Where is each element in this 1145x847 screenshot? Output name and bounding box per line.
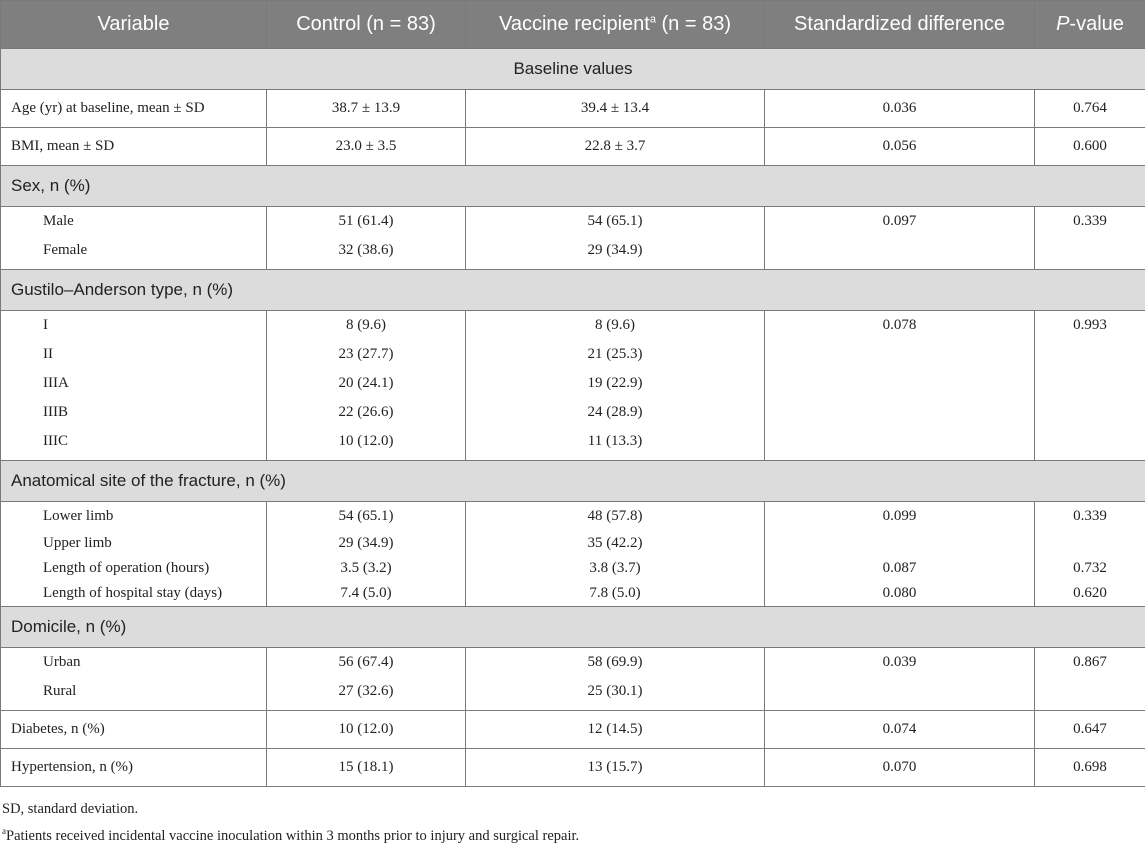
table-row-bmi	[1, 128, 1145, 166]
sex-group-label: Sex, n (%)	[1, 166, 1145, 207]
anatomical-labels	[1, 502, 267, 607]
gustilo-vaccine-value: 8 (9.6)	[466, 311, 764, 340]
diabetes-vaccine: 12 (14.5)	[466, 711, 765, 749]
sex-vaccine	[466, 207, 765, 270]
age-std-diff: 0.036	[765, 90, 1035, 128]
domicile-labels	[1, 648, 267, 711]
age-p-value: 0.764	[1035, 90, 1145, 128]
age-control: 38.7 ± 13.9	[267, 90, 466, 128]
table-row-diabetes	[1, 711, 1145, 749]
gustilo-vaccine-value: 11 (13.3)	[466, 427, 764, 456]
header-vaccine-footnote-mark: a	[650, 13, 656, 25]
sex-group-row	[1, 166, 1145, 207]
sex-std-diff-value: 0.097	[765, 207, 1034, 236]
table-header-row	[1, 1, 1145, 49]
gustilo-vaccine-value: 24 (28.9)	[466, 398, 764, 427]
header-vaccine-text: Vaccine recipient	[499, 13, 650, 35]
sex-control-value: 32 (38.6)	[267, 236, 465, 265]
gustilo-labels	[1, 311, 267, 461]
domicile-vaccine-value: 25 (30.1)	[466, 677, 764, 706]
domicile-vaccine-value: 58 (69.9)	[466, 648, 764, 677]
anatomical-vaccine-value: 7.8 (5.0)	[466, 581, 764, 606]
footnote-a-text: Patients received incidental vaccine inoculation within 3 months prior to injury and surgical repair.	[6, 828, 579, 844]
anatomical-p-value-value: 0.620	[1035, 581, 1145, 606]
anatomical-block	[1, 502, 1145, 607]
header-p-value	[1035, 1, 1145, 49]
sex-p-value-value: 0.339	[1035, 207, 1145, 236]
gustilo-group-label: Gustilo–Anderson type, n (%)	[1, 270, 1145, 311]
gustilo-control-value: 23 (27.7)	[267, 340, 465, 369]
gustilo-block	[1, 311, 1145, 461]
domicile-row-label: Rural	[43, 677, 266, 706]
bmi-control: 23.0 ± 3.5	[267, 128, 466, 166]
diabetes-p-value: 0.647	[1035, 711, 1145, 749]
gustilo-row-label: II	[43, 340, 266, 369]
bmi-label: BMI, mean ± SD	[1, 128, 267, 166]
header-p-italic: P	[1056, 13, 1069, 35]
sex-control	[267, 207, 466, 270]
gustilo-std-diff-value: 0.078	[765, 311, 1034, 340]
domicile-control-value: 27 (32.6)	[267, 677, 465, 706]
domicile-p-value-value: 0.867	[1035, 648, 1145, 677]
header-standardized-difference: Standardized difference	[765, 1, 1035, 49]
anatomical-std-diff-value: 0.087	[765, 556, 1034, 581]
hypertension-p-value: 0.698	[1035, 749, 1145, 787]
anatomical-p-value-value: 0.339	[1035, 502, 1145, 531]
sex-control-value: 51 (61.4)	[267, 207, 465, 236]
anatomical-control-value: 54 (65.1)	[267, 502, 465, 531]
domicile-group-row	[1, 607, 1145, 648]
gustilo-std-diff	[765, 311, 1035, 461]
sex-std-diff	[765, 207, 1035, 270]
gustilo-vaccine	[466, 311, 765, 461]
gustilo-vaccine-value: 19 (22.9)	[466, 369, 764, 398]
anatomical-p-value-value	[1035, 531, 1145, 556]
gustilo-control	[267, 311, 466, 461]
anatomical-p-value-value: 0.732	[1035, 556, 1145, 581]
diabetes-control: 10 (12.0)	[267, 711, 466, 749]
anatomical-row-label: Length of hospital stay (days)	[43, 581, 266, 606]
diabetes-std-diff: 0.074	[765, 711, 1035, 749]
bmi-p-value: 0.600	[1035, 128, 1145, 166]
header-vaccine	[466, 1, 765, 49]
domicile-vaccine	[466, 648, 765, 711]
anatomical-control-value: 3.5 (3.2)	[267, 556, 465, 581]
domicile-row-label: Urban	[43, 648, 266, 677]
anatomical-std-diff-value: 0.080	[765, 581, 1034, 606]
footnote-sd: SD, standard deviation.	[2, 798, 579, 820]
domicile-block	[1, 648, 1145, 711]
sex-row-label: Male	[43, 207, 266, 236]
baseline-values-row	[1, 49, 1145, 90]
anatomical-control-value: 7.4 (5.0)	[267, 581, 465, 606]
sex-p-value	[1035, 207, 1145, 270]
anatomical-row-label: Upper limb	[43, 531, 266, 556]
footnote-a	[2, 820, 579, 847]
header-variable: Variable	[1, 1, 267, 49]
anatomical-std-diff	[765, 502, 1035, 607]
sex-vaccine-value: 54 (65.1)	[466, 207, 764, 236]
sex-row-label: Female	[43, 236, 266, 265]
table-footnotes	[2, 798, 579, 847]
gustilo-row-label: IIIC	[43, 427, 266, 456]
sex-block	[1, 207, 1145, 270]
domicile-std-diff-value: 0.039	[765, 648, 1034, 677]
bmi-std-diff: 0.056	[765, 128, 1035, 166]
anatomical-control	[267, 502, 466, 607]
gustilo-control-value: 10 (12.0)	[267, 427, 465, 456]
footnote-a-mark: a	[2, 826, 6, 836]
age-label: Age (yr) at baseline, mean ± SD	[1, 90, 267, 128]
gustilo-control-value: 8 (9.6)	[267, 311, 465, 340]
sex-labels	[1, 207, 267, 270]
sex-vaccine-value: 29 (34.9)	[466, 236, 764, 265]
anatomical-row-label: Length of operation (hours)	[43, 556, 266, 581]
anatomical-group-label: Anatomical site of the fracture, n (%)	[1, 461, 1145, 502]
gustilo-row-label: IIIA	[43, 369, 266, 398]
anatomical-std-diff-value	[765, 531, 1034, 556]
header-control: Control (n = 83)	[267, 1, 466, 49]
age-vaccine: 39.4 ± 13.4	[466, 90, 765, 128]
baseline-values-label: Baseline values	[1, 49, 1145, 90]
anatomical-group-row	[1, 461, 1145, 502]
domicile-control-value: 56 (67.4)	[267, 648, 465, 677]
table-row-hypertension	[1, 749, 1145, 787]
table-row-age	[1, 90, 1145, 128]
header-p-rest: -value	[1069, 13, 1123, 35]
anatomical-p-value	[1035, 502, 1145, 607]
anatomical-vaccine-value: 3.8 (3.7)	[466, 556, 764, 581]
domicile-control	[267, 648, 466, 711]
hypertension-std-diff: 0.070	[765, 749, 1035, 787]
anatomical-std-diff-value: 0.099	[765, 502, 1034, 531]
gustilo-vaccine-value: 21 (25.3)	[466, 340, 764, 369]
diabetes-label: Diabetes, n (%)	[1, 711, 267, 749]
domicile-group-label: Domicile, n (%)	[1, 607, 1145, 648]
gustilo-p-value	[1035, 311, 1145, 461]
anatomical-row-label: Lower limb	[43, 502, 266, 531]
hypertension-label: Hypertension, n (%)	[1, 749, 267, 787]
hypertension-control: 15 (18.1)	[267, 749, 466, 787]
gustilo-row-label: IIIB	[43, 398, 266, 427]
anatomical-vaccine-value: 35 (42.2)	[466, 531, 764, 556]
domicile-p-value	[1035, 648, 1145, 711]
gustilo-group-row	[1, 270, 1145, 311]
anatomical-control-value: 29 (34.9)	[267, 531, 465, 556]
hypertension-vaccine: 13 (15.7)	[466, 749, 765, 787]
domicile-std-diff	[765, 648, 1035, 711]
gustilo-control-value: 20 (24.1)	[267, 369, 465, 398]
bmi-vaccine: 22.8 ± 3.7	[466, 128, 765, 166]
header-vaccine-n: (n = 83)	[656, 13, 731, 35]
gustilo-row-label: I	[43, 311, 266, 340]
gustilo-p-value-value: 0.993	[1035, 311, 1145, 340]
gustilo-control-value: 22 (26.6)	[267, 398, 465, 427]
anatomical-vaccine	[466, 502, 765, 607]
anatomical-vaccine-value: 48 (57.8)	[466, 502, 764, 531]
